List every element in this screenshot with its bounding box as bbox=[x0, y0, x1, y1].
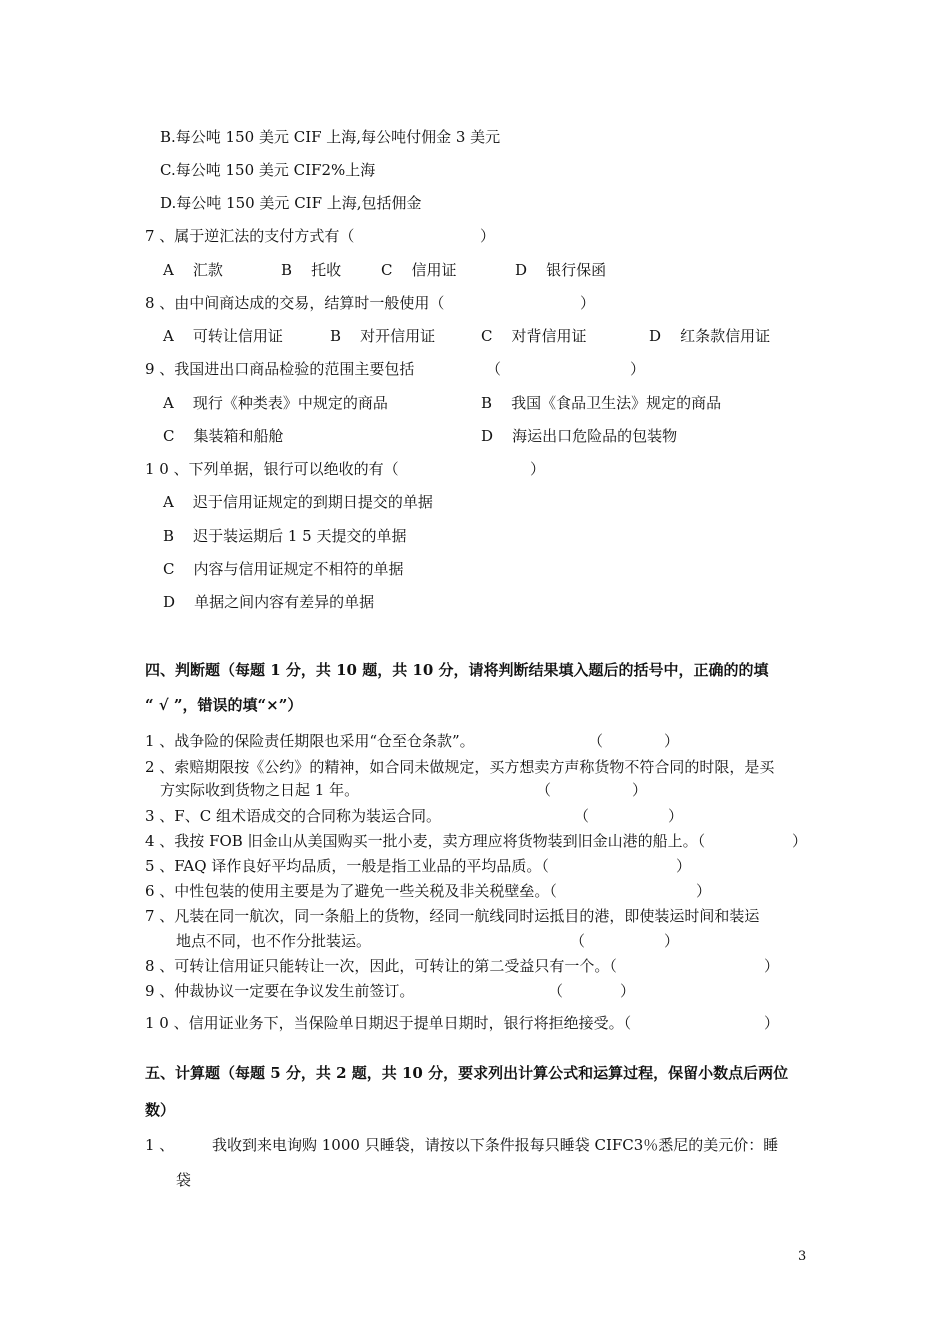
q10-option-d: D 单据之间内容有差异的单据 bbox=[163, 593, 375, 611]
q8-option-d: D 红条款信用证 bbox=[649, 327, 771, 345]
tf-item-9-open: （ bbox=[548, 982, 564, 1000]
tf-item-5-close: ） bbox=[676, 857, 692, 875]
q8-close-paren: ） bbox=[580, 294, 596, 312]
tf-item-8: 8 、可转让信用证只能转让一次，因此，可转让的第二受益只有一个。（ bbox=[145, 957, 617, 975]
tf-item-1-close: ） bbox=[664, 732, 680, 750]
tf-item-4: 4 、我按 FOB 旧金山从美国购买一批小麦，卖方理应将货物装到旧金山港的船上。（ bbox=[145, 832, 706, 850]
tf-item-3-close: ） bbox=[668, 807, 684, 825]
tf-item-6-close: ） bbox=[696, 882, 712, 900]
tf-item-7: 7 、凡装在同一航次，同一条船上的货物，经同一航线同时运抵目的港，即使装运时间和装运 bbox=[145, 907, 760, 925]
q10-option-c: C 内容与信用证规定不相符的单据 bbox=[163, 560, 404, 578]
calc-q1-number: 1 、 bbox=[145, 1136, 175, 1154]
tf-item-7-open: （ bbox=[570, 932, 586, 950]
tf-item-2-cont: 方实际收到货物之日起 1 年。 bbox=[160, 781, 360, 799]
q9-option-a: A 现行《种类表》中规定的商品 bbox=[163, 394, 388, 412]
q7-stem: 7 、属于逆汇法的支付方式有（ bbox=[145, 227, 355, 245]
tf-item-10: 1 0 、信用证业务下，当保险单日期迟于提单日期时，银行将拒绝接受。（ bbox=[145, 1014, 632, 1032]
q9-close-paren: ） bbox=[630, 360, 646, 378]
tf-item-3-open: （ bbox=[574, 807, 590, 825]
section5-heading-line2: 数） bbox=[145, 1101, 176, 1119]
q6-option-c: C.每公吨 150 美元 CIF2%上海 bbox=[160, 161, 376, 179]
q10-option-a: A 迟于信用证规定的到期日提交的单据 bbox=[163, 493, 433, 511]
q6-option-b: B.每公吨 150 美元 CIF 上海,每公吨付佣金 3 美元 bbox=[160, 128, 501, 146]
q9-open-paren: （ bbox=[486, 360, 502, 378]
q8-option-b: B 对开信用证 bbox=[330, 327, 436, 345]
section4-heading-line1: 四、判断题（每题 1 分，共 10 题，共 10 分，请将判断结果填入题后的括号中，正确的的填 bbox=[145, 661, 769, 679]
q10-option-b: B 迟于装运期后 1 5 天提交的单据 bbox=[163, 527, 407, 545]
tf-item-9: 9 、仲裁协议一定要在争议发生前签订。 bbox=[145, 982, 415, 1000]
q9-stem: 9 、我国进出口商品检验的范围主要包括 bbox=[145, 360, 415, 378]
tf-item-2-close: ） bbox=[632, 781, 648, 799]
q8-option-a: A 可转让信用证 bbox=[163, 327, 283, 345]
tf-item-3: 3 、F、C 组术语成交的合同称为装运合同。 bbox=[145, 807, 441, 825]
q10-stem: 1 0 、下列单据，银行可以绝收的有（ bbox=[145, 460, 399, 478]
tf-item-4-close: ） bbox=[792, 832, 808, 850]
q7-option-a: A 汇款 bbox=[163, 261, 223, 279]
tf-item-6: 6 、中性包装的使用主要是为了避免一些关税及非关税壁垒。（ bbox=[145, 882, 557, 900]
section5-heading-line1: 五、计算题（每题 5 分，共 2 题，共 10 分，要求列出计算公式和运算过程，保留小数点后两位 bbox=[145, 1064, 789, 1082]
tf-item-9-close: ） bbox=[620, 982, 636, 1000]
q8-stem: 8 、由中间商达成的交易，结算时一般使用（ bbox=[145, 294, 445, 312]
q7-option-b: B 托收 bbox=[281, 261, 342, 279]
tf-item-1-open: （ bbox=[588, 732, 604, 750]
q9-option-d: D 海运出口危险品的包装物 bbox=[481, 427, 678, 445]
q9-option-b: B 我国《食品卫生法》规定的商品 bbox=[481, 394, 722, 412]
calc-q1-text-cont: 袋 bbox=[176, 1171, 192, 1189]
tf-item-7-cont: 地点不同，也不作分批装运。 bbox=[176, 932, 372, 950]
q7-option-d: D 银行保函 bbox=[515, 261, 607, 279]
tf-item-1: 1 、战争险的保险责任期限也采用“仓至仓条款”。 bbox=[145, 732, 475, 750]
page-number: 3 bbox=[798, 1249, 807, 1264]
q9-option-c: C 集装箱和船舱 bbox=[163, 427, 284, 445]
q6-option-d: D.每公吨 150 美元 CIF 上海,包括佣金 bbox=[160, 194, 422, 212]
q7-option-c: C 信用证 bbox=[381, 261, 457, 279]
q7-close-paren: ） bbox=[480, 227, 496, 245]
tf-item-5: 5 、FAQ 译作良好平均品质，一般是指工业品的平均品质。（ bbox=[145, 857, 549, 875]
tf-item-2-open: （ bbox=[536, 781, 552, 799]
q10-close-paren: ） bbox=[530, 460, 546, 478]
calc-q1-text: 我收到来电询购 1000 只睡袋，请按以下条件报每只睡袋 CIFC3％悉尼的美元价：睡 bbox=[212, 1136, 779, 1154]
q8-option-c: C 对背信用证 bbox=[481, 327, 587, 345]
tf-item-10-close: ） bbox=[764, 1014, 780, 1032]
section4-heading-line2: “ √ ”，错误的填“×”） bbox=[145, 696, 303, 714]
tf-item-2: 2 、索赔期限按《公约》的精神，如合同未做规定，买方想卖方声称货物不符合同的时限，是买 bbox=[145, 758, 775, 776]
tf-item-7-close: ） bbox=[664, 932, 680, 950]
tf-item-8-close: ） bbox=[764, 957, 780, 975]
